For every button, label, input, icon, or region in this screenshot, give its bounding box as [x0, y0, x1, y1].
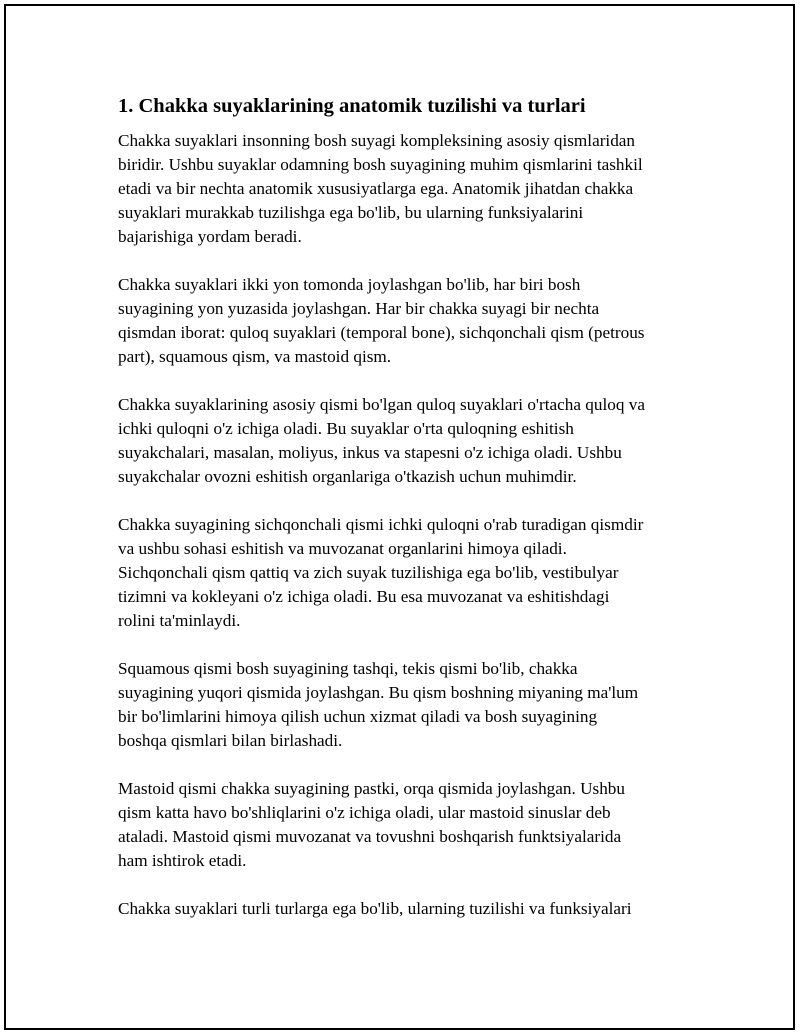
text-line: Mastoid qismi chakka suyagining pastki, orqa qismida joylashgan. Ushbu: [118, 779, 625, 798]
text-line: etadi va bir nechta anatomik xususiyatlarga ega. Anatomik jihatdan chakka: [118, 179, 634, 198]
paragraph: [118, 273, 698, 369]
text-line: Chakka suyagining sichqonchali qismi ichki quloqni o'rab turadigan qismdir: [118, 515, 644, 534]
text-line: Sichqonchali qism qattiq va zich suyak tuzilishiga ega bo'lib, vestibulyar: [118, 563, 619, 582]
text-line: Squamous qismi bosh suyagining tashqi, tekis qismi bo'lib, chakka: [118, 659, 578, 678]
text-line: ichki quloqni o'z ichiga oladi. Bu suyaklar o'rta quloqning eshitish: [118, 419, 574, 438]
text-line: bajarishiga yordam beradi.: [118, 227, 302, 246]
text-line: part), squamous qism, va mastoid qism.: [118, 347, 392, 366]
text-line: suyaklari murakkab tuzilishga ega bo'lib, bu ularning funksiyalarini: [118, 203, 584, 222]
text-line: qism katta havo bo'shliqlarini o'z ichiga oladi, ular mastoid sinuslar deb: [118, 803, 611, 822]
text-line: suyagining yuqori qismida joylashgan. Bu qism boshning miyaning ma'lum: [118, 683, 639, 702]
paragraph: [118, 393, 698, 489]
text-line: boshqa qismlari bilan birlashadi.: [118, 731, 343, 750]
text-line: tizimni va kokleyani o'z ichiga oladi. Bu esa muvozanat va eshitishdagi: [118, 587, 610, 606]
text-line: biridir. Ushbu suyaklar odamning bosh suyagining muhim qismlarini tashkil: [118, 155, 643, 174]
paragraph: [118, 897, 698, 921]
text-line: Chakka suyaklari insonning bosh suyagi kompleksining asosiy qismlaridan: [118, 131, 636, 150]
text-line: suyagining yon yuzasida joylashgan. Har bir chakka suyagi bir nechta: [118, 299, 600, 318]
paragraph: [118, 129, 698, 249]
paragraph: [118, 513, 698, 633]
text-line: suyakchalari, masalan, moliyus, inkus va stapesni o'z ichiga oladi. Ushbu: [118, 443, 622, 462]
text-line: ham ishtirok etadi.: [118, 851, 247, 870]
text-line: Chakka suyaklarining asosiy qismi bo'lgan quloq suyaklari o'rtacha quloq va: [118, 395, 645, 414]
text-line: qismdan iborat: quloq suyaklari (temporal bone), sichqonchali qism (petrous: [118, 323, 645, 342]
text-line: ataladi. Mastoid qismi muvozanat va tovushni boshqarish funktsiyalarida: [118, 827, 622, 846]
section-heading: 1. Chakka suyaklarining anatomik tuzilishi va turlari: [118, 95, 586, 117]
text-line: suyakchalar ovozni eshitish organlariga o'tkazish uchun muhimdir.: [118, 467, 577, 486]
text-line: bir bo'limlarini himoya qilish uchun xizmat qiladi va bosh suyagining: [118, 707, 598, 726]
text-line: Chakka suyaklari ikki yon tomonda joylashgan bo'lib, har biri bosh: [118, 275, 581, 294]
text-line: rolini ta'minlaydi.: [118, 611, 241, 630]
document-body: [118, 92, 698, 945]
text-line: Chakka suyaklari turli turlarga ega bo'lib, ularning tuzilishi va funksiyalari: [118, 899, 632, 918]
text-line: va ushbu sohasi eshitish va muvozanat organlarini himoya qiladi.: [118, 539, 567, 558]
paragraph: [118, 657, 698, 753]
paragraph: [118, 777, 698, 873]
